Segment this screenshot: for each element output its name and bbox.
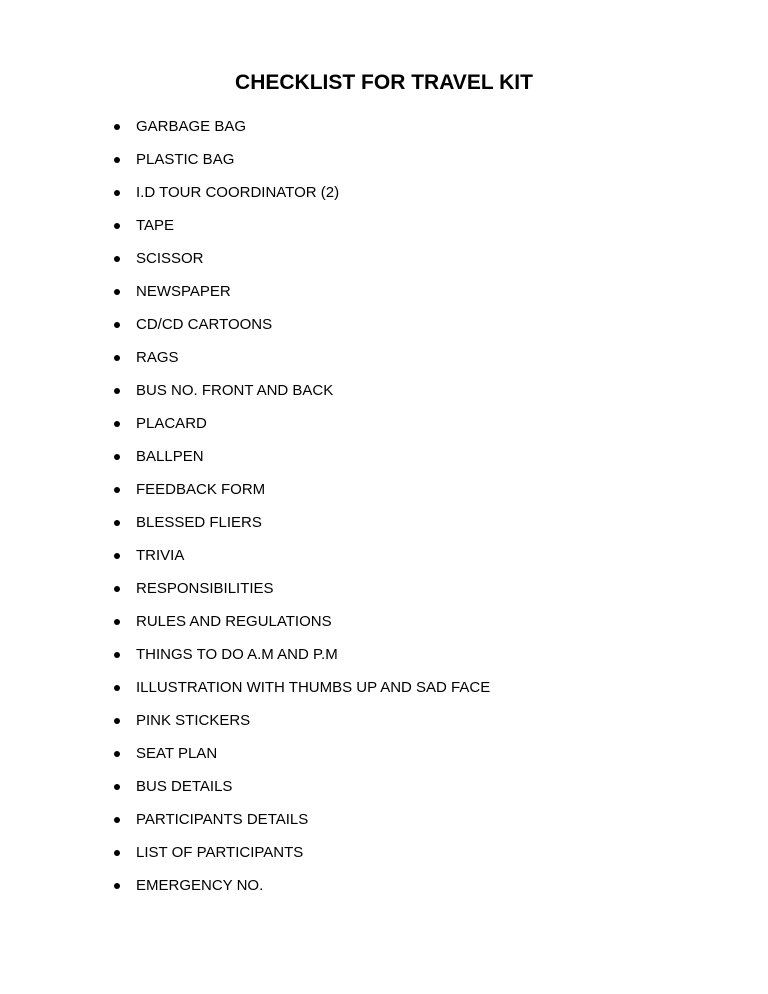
list-item-label: GARBAGE BAG	[136, 118, 247, 135]
bullet-icon	[114, 586, 120, 592]
list-item	[0, 413, 768, 446]
list-item-label: BUS NO. FRONT AND BACK	[136, 382, 334, 399]
list-item-label: CD/CD CARTOONS	[136, 316, 273, 333]
list-item	[0, 710, 768, 743]
list-item	[0, 512, 768, 545]
bullet-icon	[114, 454, 120, 460]
list-item-label: RESPONSIBILITIES	[136, 580, 274, 597]
bullet-icon	[114, 388, 120, 394]
list-item-label: PLACARD	[136, 415, 207, 432]
list-item-label: RAGS	[136, 349, 179, 366]
list-item-label: BALLPEN	[136, 448, 204, 465]
list-item	[0, 743, 768, 776]
bullet-icon	[114, 817, 120, 823]
list-item	[0, 479, 768, 512]
list-item-label: ILLUSTRATION WITH THUMBS UP AND SAD FACE	[136, 679, 491, 696]
list-item-label: RULES AND REGULATIONS	[136, 613, 332, 630]
bullet-icon	[114, 685, 120, 691]
list-item	[0, 776, 768, 809]
list-item	[0, 281, 768, 314]
list-item	[0, 842, 768, 875]
list-item	[0, 578, 768, 611]
bullet-icon	[114, 124, 120, 130]
list-item-label: SEAT PLAN	[136, 745, 218, 762]
list-item-label: BLESSED FLIERS	[136, 514, 262, 531]
list-item	[0, 314, 768, 347]
bullet-icon	[114, 487, 120, 493]
list-item	[0, 545, 768, 578]
list-item	[0, 182, 768, 215]
checklist	[0, 116, 768, 908]
bullet-icon	[114, 520, 120, 526]
list-item-label: TRIVIA	[136, 547, 185, 564]
bullet-icon	[114, 850, 120, 856]
bullet-icon	[114, 190, 120, 196]
bullet-icon	[114, 553, 120, 559]
list-item	[0, 446, 768, 479]
bullet-icon	[114, 256, 120, 262]
bullet-icon	[114, 355, 120, 361]
bullet-icon	[114, 322, 120, 328]
list-item-label: NEWSPAPER	[136, 283, 231, 300]
bullet-icon	[114, 421, 120, 427]
list-item-label: TAPE	[136, 217, 175, 234]
list-item-label: PLASTIC BAG	[136, 151, 235, 168]
list-item-label: EMERGENCY NO.	[136, 877, 264, 894]
bullet-icon	[114, 289, 120, 295]
list-item-label: BUS DETAILS	[136, 778, 233, 795]
bullet-icon	[114, 652, 120, 658]
list-item	[0, 347, 768, 380]
bullet-icon	[114, 883, 120, 889]
list-item-label: SCISSOR	[136, 250, 204, 267]
list-item-label: LIST OF PARTICIPANTS	[136, 844, 304, 861]
bullet-icon	[114, 223, 120, 229]
list-item	[0, 116, 768, 149]
list-item-label: PINK STICKERS	[136, 712, 251, 729]
list-item-label: FEEDBACK FORM	[136, 481, 266, 498]
bullet-icon	[114, 751, 120, 757]
list-item-label: PARTICIPANTS DETAILS	[136, 811, 309, 828]
document-title: CHECKLIST FOR TRAVEL KIT	[235, 71, 533, 94]
list-item	[0, 677, 768, 710]
list-item	[0, 248, 768, 281]
list-item	[0, 875, 768, 908]
bullet-icon	[114, 718, 120, 724]
list-item	[0, 611, 768, 644]
list-item	[0, 809, 768, 842]
bullet-icon	[114, 619, 120, 625]
list-item	[0, 644, 768, 677]
list-item-label: THINGS TO DO A.M AND P.M	[136, 646, 338, 663]
list-item	[0, 215, 768, 248]
list-item	[0, 149, 768, 182]
bullet-icon	[114, 157, 120, 163]
list-item-label: I.D TOUR COORDINATOR (2)	[136, 184, 340, 201]
bullet-icon	[114, 784, 120, 790]
list-item	[0, 380, 768, 413]
